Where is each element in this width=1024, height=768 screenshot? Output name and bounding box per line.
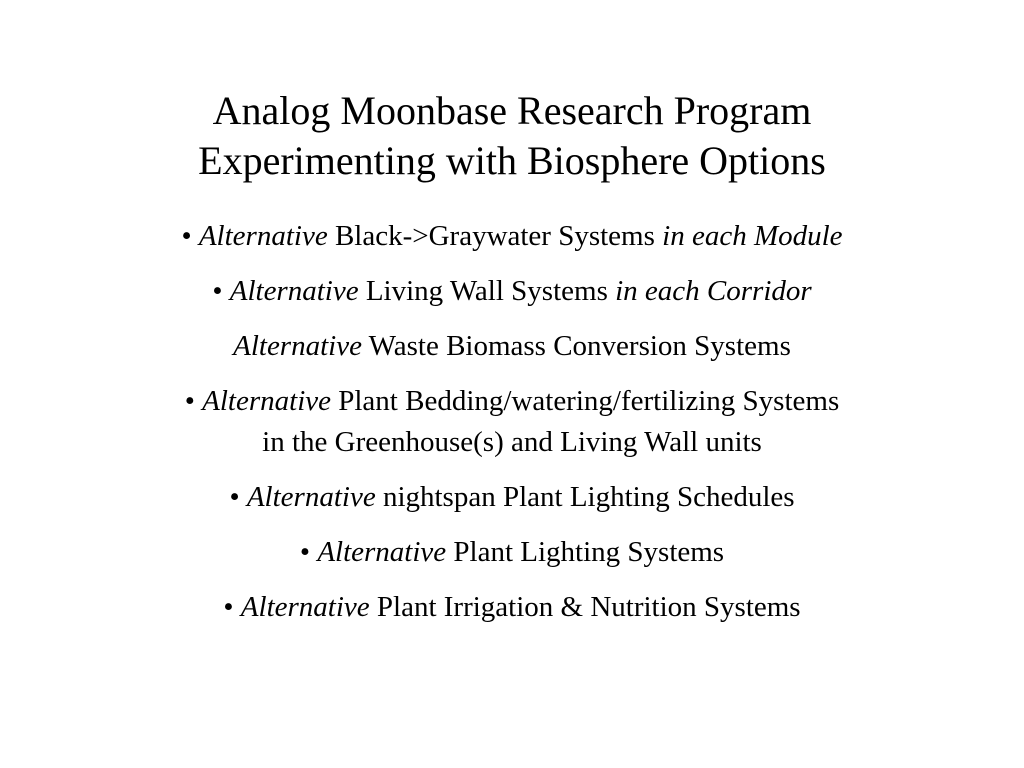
- bullet-marker: •: [184, 385, 195, 417]
- list-item: [0, 326, 1024, 367]
- item-text-line-2: in the Greenhouse(s) and Living Wall units: [262, 426, 762, 458]
- bullet-marker: •: [299, 536, 311, 568]
- italic-prefix: Alternative: [229, 275, 359, 307]
- title-line-2: Experimenting with Biosphere Options: [198, 138, 826, 183]
- item-text: Plant Irrigation & Nutrition Systems: [369, 591, 801, 623]
- item-text: Black->Graywater Systems: [327, 220, 663, 252]
- item-text: Waste Biomass Conversion Systems: [361, 330, 791, 362]
- italic-suffix: in each Corridor: [615, 275, 812, 307]
- bullet-marker: •: [223, 591, 234, 623]
- bullet-marker: •: [229, 481, 240, 513]
- list-item: [0, 587, 1024, 628]
- slide-title: [0, 86, 1024, 186]
- italic-prefix: Alternative: [246, 481, 376, 513]
- list-item: [0, 477, 1024, 518]
- item-text: nightspan Plant Lighting Schedules: [375, 481, 795, 513]
- list-item: [0, 271, 1024, 312]
- italic-suffix: in each Module: [662, 220, 843, 252]
- list-item: [0, 381, 1024, 463]
- item-text: Plant Bedding/watering/fertilizing Systems: [331, 385, 840, 417]
- item-text: Living Wall Systems: [358, 275, 616, 307]
- italic-prefix: Alternative: [317, 536, 447, 568]
- italic-prefix: Alternative: [233, 330, 362, 362]
- italic-prefix: Alternative: [240, 591, 370, 623]
- bullet-list: [0, 216, 1024, 642]
- item-text: Plant Lighting Systems: [446, 536, 725, 568]
- italic-prefix: Alternative: [198, 220, 328, 252]
- bullet-marker: •: [181, 220, 192, 252]
- bullet-marker: •: [212, 275, 223, 307]
- list-item: [0, 532, 1024, 573]
- italic-prefix: Alternative: [202, 385, 331, 417]
- title-line-1: Analog Moonbase Research Program: [212, 88, 812, 133]
- list-item: [0, 216, 1024, 257]
